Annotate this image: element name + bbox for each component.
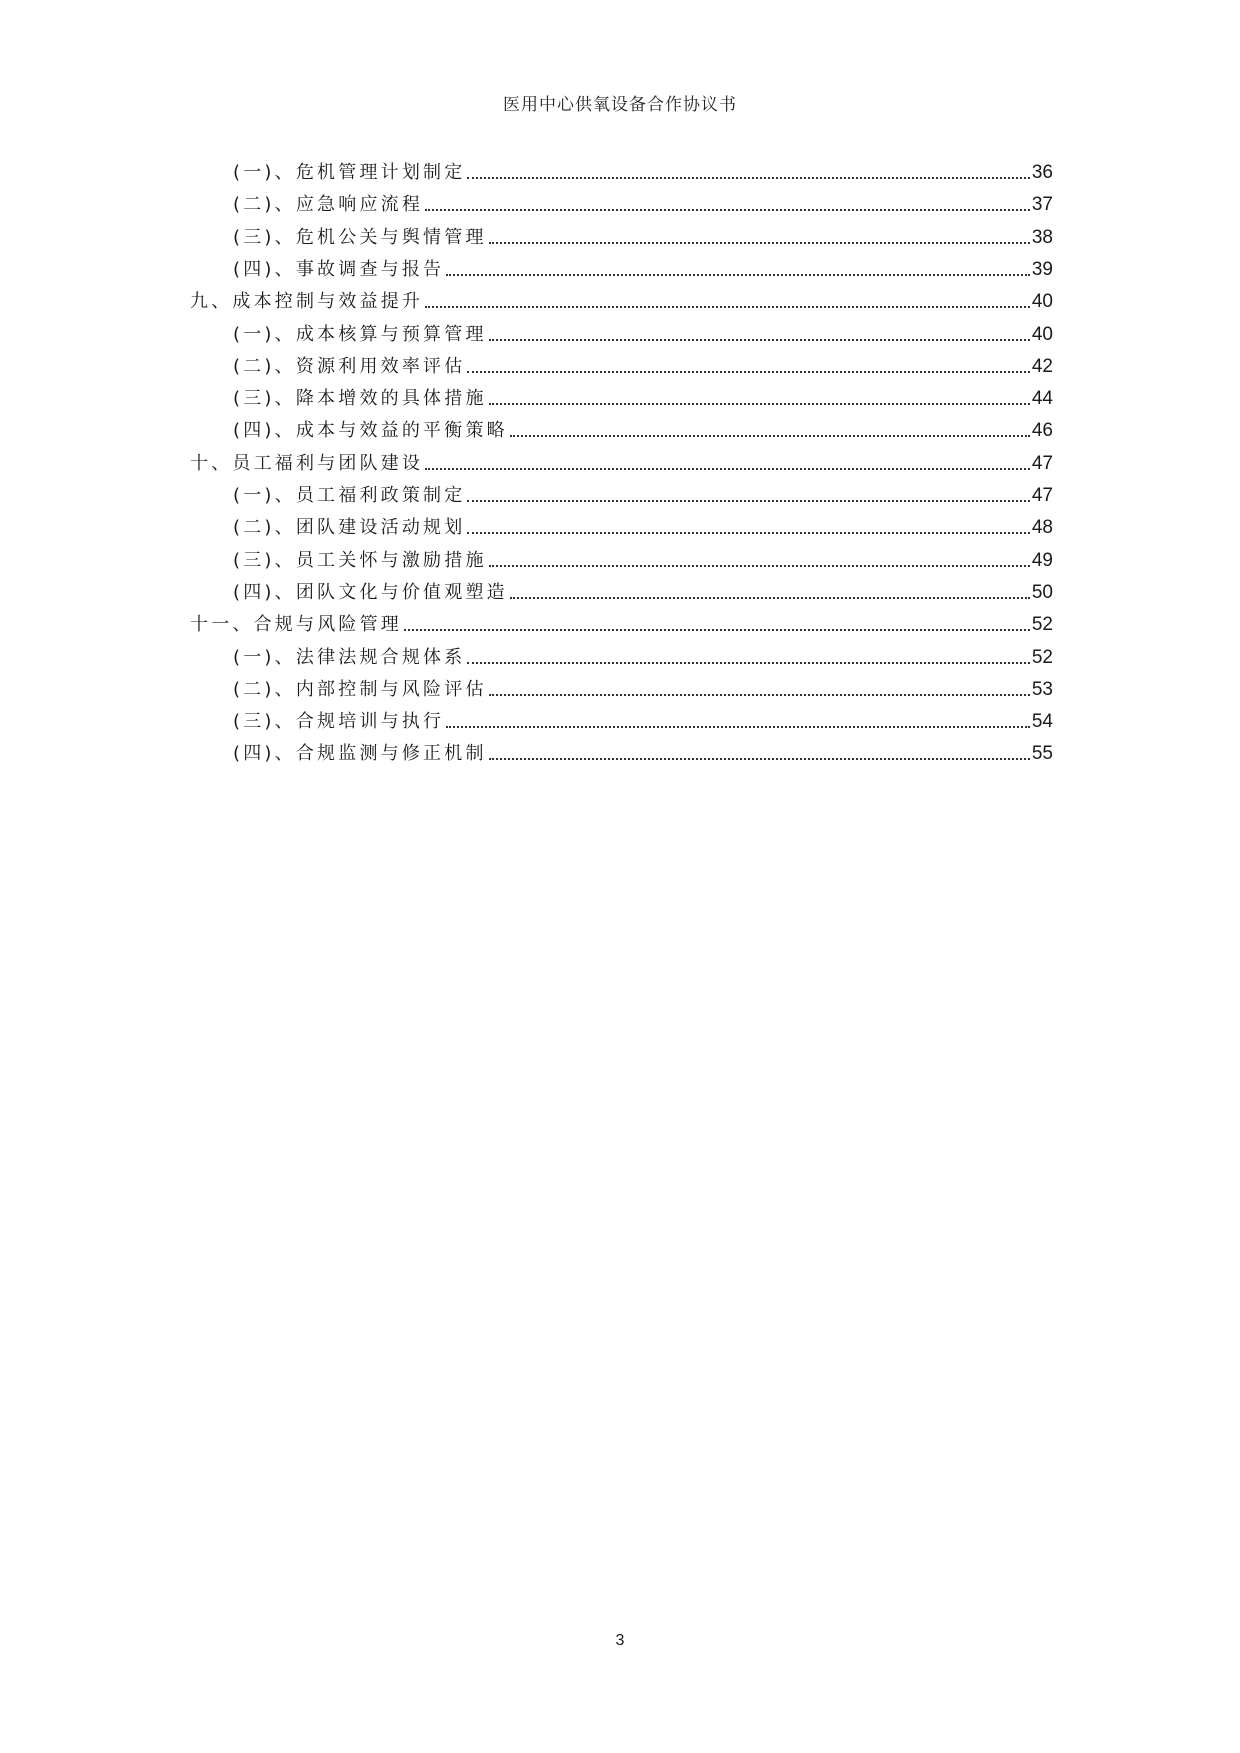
toc-entry[interactable] (0, 701, 1240, 733)
toc-entry[interactable] (0, 152, 1240, 184)
toc-entry-page: 42 (1031, 355, 1053, 377)
toc-entry-page: 40 (1031, 323, 1053, 345)
toc-entry[interactable] (0, 507, 1240, 539)
toc-entry-title: (二)、团队建设活动规划 (233, 517, 466, 539)
toc-leader-dots (404, 628, 1030, 631)
toc-entry-page: 54 (1031, 711, 1053, 733)
toc-entry-title: (四)、成本与效益的平衡策略 (233, 420, 508, 442)
toc-entry[interactable] (0, 281, 1240, 313)
toc-entry-page: 40 (1031, 291, 1053, 313)
toc-entry-title: (四)、合规监测与修正机制 (233, 743, 487, 765)
toc-entry-title: 十一、合规与风险管理 (190, 614, 402, 636)
toc-leader-dots (425, 467, 1030, 470)
toc-entry[interactable] (0, 314, 1240, 346)
toc-entry-title: (一)、危机管理计划制定 (233, 162, 466, 183)
toc-entry[interactable] (0, 443, 1240, 475)
toc-entry[interactable] (0, 572, 1240, 604)
toc-entry[interactable] (0, 346, 1240, 378)
toc-leader-dots (467, 176, 1029, 179)
toc-leader-dots (425, 305, 1030, 308)
toc-leader-dots (510, 434, 1030, 437)
toc-entry-page: 36 (1031, 162, 1053, 183)
toc-leader-dots (446, 273, 1030, 276)
toc-entry-page: 44 (1031, 388, 1053, 410)
toc-entry-title: (二)、内部控制与风险评估 (233, 678, 487, 700)
toc-entry[interactable] (0, 184, 1240, 216)
toc-entry[interactable] (0, 378, 1240, 410)
toc-entry[interactable] (0, 249, 1240, 281)
toc-entry-page: 48 (1031, 517, 1053, 539)
toc-entry-title: (四)、事故调查与报告 (233, 258, 445, 280)
toc-leader-dots (467, 499, 1029, 502)
toc-leader-dots (489, 693, 1030, 696)
toc-leader-dots (510, 596, 1030, 599)
toc-entry[interactable] (0, 637, 1240, 669)
toc-entry[interactable] (0, 475, 1240, 507)
toc-entry-title: (三)、员工关怀与激励措施 (233, 549, 487, 571)
toc-leader-dots (425, 208, 1030, 211)
toc-entry-title: (三)、危机公关与舆情管理 (233, 226, 487, 248)
toc-entry[interactable] (0, 604, 1240, 636)
toc-leader-dots (489, 241, 1030, 244)
toc-leader-dots (489, 338, 1030, 341)
toc-entry-title: (二)、应急响应流程 (233, 194, 424, 216)
toc-entry[interactable] (0, 540, 1240, 572)
toc-entry-page: 52 (1031, 614, 1053, 636)
toc-entry-page: 37 (1031, 194, 1053, 216)
toc-entry-title: (二)、资源利用效率评估 (233, 355, 466, 377)
toc-entry-page: 47 (1031, 452, 1053, 474)
page-number: 3 (615, 1632, 625, 1649)
toc-entry-title: (一)、法律法规合规体系 (233, 646, 466, 668)
toc-entry-title: (一)、员工福利政策制定 (233, 485, 466, 506)
toc-leader-dots (467, 370, 1029, 373)
toc-entry-title: (三)、合规培训与执行 (233, 711, 445, 733)
toc-entry[interactable] (0, 669, 1240, 701)
page-header-title: 医用中心供氧设备合作协议书 (503, 95, 737, 115)
toc-leader-dots (446, 725, 1030, 728)
toc-entry-title: (四)、团队文化与价值观塑造 (233, 581, 508, 603)
toc-entry-page: 49 (1031, 549, 1053, 571)
toc-entry-page: 46 (1031, 420, 1053, 442)
toc-entry-title: (三)、降本增效的具体措施 (233, 388, 487, 410)
toc-leader-dots (467, 531, 1029, 534)
toc-leader-dots (489, 757, 1030, 760)
toc-leader-dots (467, 661, 1029, 664)
toc-entry-page: 47 (1031, 485, 1053, 506)
toc-entry-page: 53 (1031, 678, 1053, 700)
toc-entry-page: 39 (1031, 258, 1053, 280)
toc-entry-title: (一)、成本核算与预算管理 (233, 323, 487, 345)
toc-entry-page: 38 (1031, 226, 1053, 248)
toc-entry-title: 九、成本控制与效益提升 (190, 291, 424, 313)
toc-entry[interactable] (0, 733, 1240, 765)
toc-entry-page: 52 (1031, 646, 1053, 668)
toc-entry[interactable] (0, 410, 1240, 442)
toc-leader-dots (489, 564, 1030, 567)
toc-leader-dots (489, 402, 1030, 405)
toc-entry[interactable] (0, 217, 1240, 249)
toc-entry-title: 十、员工福利与团队建设 (190, 452, 424, 474)
toc-entry-page: 55 (1031, 743, 1053, 765)
toc-entry-page: 50 (1031, 581, 1053, 603)
